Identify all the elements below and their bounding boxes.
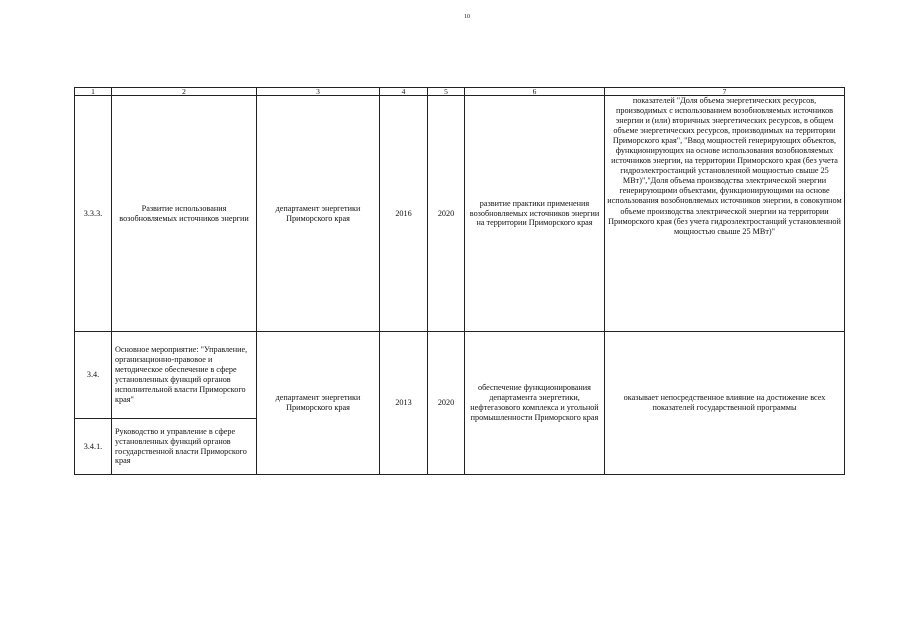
item-indicators: показателей "Доля объема энергетических ресурсов, производимых с использованием возобновляемых источников энергии и (или) вторичных энергетических ресурсов, в общем объеме энергетических ресурсов, производимых на территории Приморского края", "Ввод мощностей генерирующих объектов, функционирующих на основе использования возобновляемых источников энергии, на территории Приморского края (без учета гидроэлектростанций установленной мощностью свыше 25 МВт)","Доля объема производства электрической энергии генерирующими объектами, функционирующими на основе использования возобновляемых источников энергии, в совокупном объеме производства электрической энергии на территории Приморского края (без учета гидроэлектростанций установленной мощностью свыше 25 МВт)" [605, 96, 845, 332]
item-end-year: 2020 [428, 332, 465, 475]
item-name: Руководство и управление в сфере установленных функций органов государственной власти Приморского края [112, 419, 257, 475]
table-header-row [75, 88, 845, 96]
column-header: 3 [257, 88, 380, 96]
column-header: 7 [605, 88, 845, 96]
column-header: 4 [380, 88, 428, 96]
item-number: 3.4. [75, 332, 112, 419]
item-start-year: 2013 [380, 332, 428, 475]
column-header: 5 [428, 88, 465, 96]
program-measures-table [74, 87, 845, 475]
column-header: 1 [75, 88, 112, 96]
table-row [75, 332, 845, 419]
page-number: 10 [464, 14, 470, 20]
item-executor: департамент энергетики Приморского края [257, 96, 380, 332]
table-row [75, 96, 845, 332]
item-indicators: оказывает непосредственное влияние на достижение всех показателей государственной программы [605, 332, 845, 475]
column-header: 6 [465, 88, 605, 96]
column-header: 2 [112, 88, 257, 96]
item-number: 3.3.3. [75, 96, 112, 332]
item-executor: департамент энергетики Приморского края [257, 332, 380, 475]
item-start-year: 2016 [380, 96, 428, 332]
item-end-year: 2020 [428, 96, 465, 332]
item-number: 3.4.1. [75, 419, 112, 475]
item-name: Основное мероприятие: "Управление, организационно-правовое и методическое обеспечение в сфере установленных функций органов исполнительной власти Приморского края" [112, 332, 257, 419]
item-result: обеспечение функционирования департамента энергетики, нефтегазового комплекса и угольной промышленности Приморского края [465, 332, 605, 475]
item-name: Развитие использования возобновляемых источников энергии [112, 96, 257, 332]
item-result: развитие практики применения возобновляемых источников энергии на территории Приморского края [465, 96, 605, 332]
